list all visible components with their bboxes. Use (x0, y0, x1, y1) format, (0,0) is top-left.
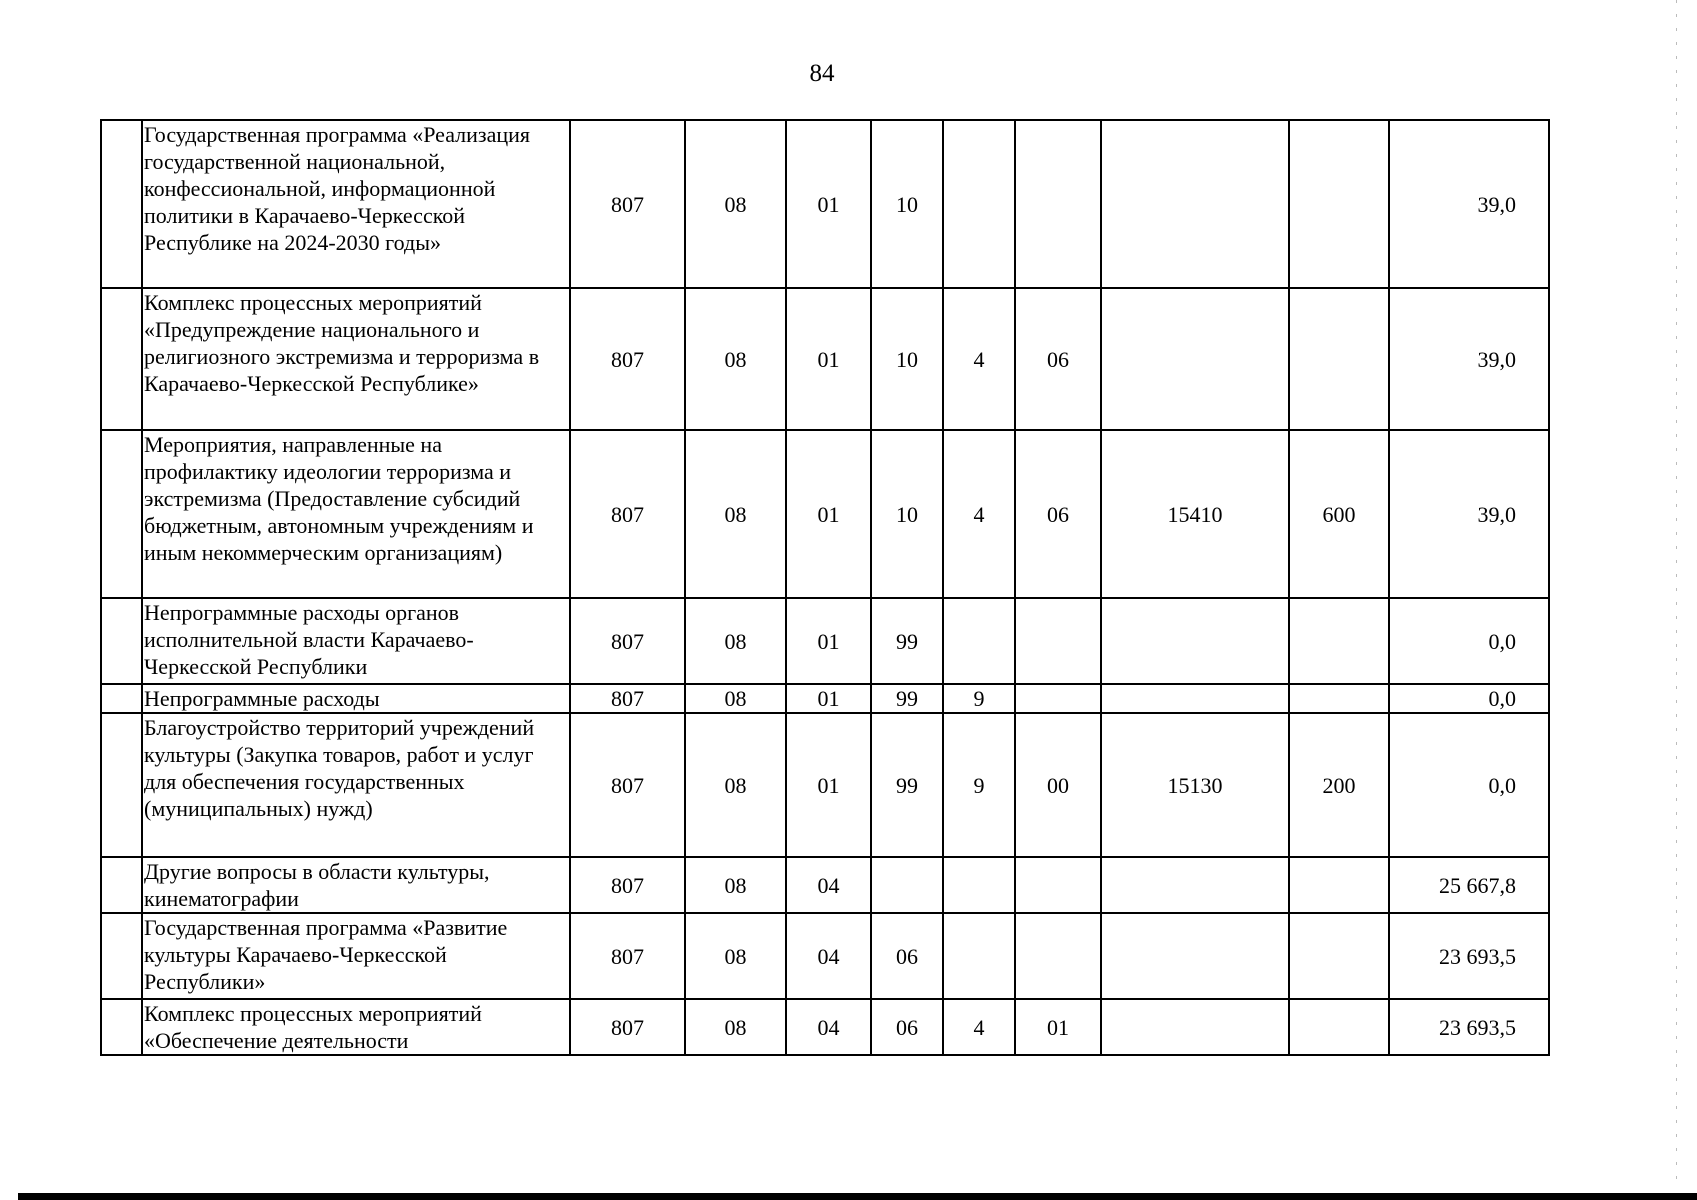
program-code-cell: 10 (871, 120, 943, 288)
ved-code-cell: 807 (570, 713, 685, 857)
sum-cell: 25 667,8 (1389, 857, 1549, 913)
row-number-cell (101, 288, 142, 430)
direction-code-cell: 15130 (1101, 713, 1289, 857)
event-code-cell (1015, 684, 1101, 713)
subprogram-code-cell: 9 (943, 684, 1015, 713)
program-code-cell: 10 (871, 430, 943, 598)
subprogram-code-cell (943, 598, 1015, 684)
row-number-cell (101, 857, 142, 913)
subsection-code-cell: 04 (786, 913, 871, 999)
subsection-code-cell: 01 (786, 713, 871, 857)
expense-type-cell (1289, 288, 1389, 430)
subprogram-code-cell: 4 (943, 430, 1015, 598)
description-cell: Непрограммные расходы органов исполнительной власти Карачаево-Черкесской Республики (142, 598, 570, 684)
description-cell: Непрограммные расходы (142, 684, 570, 713)
program-code-cell: 99 (871, 598, 943, 684)
subsection-code-cell: 01 (786, 684, 871, 713)
subprogram-code-cell (943, 913, 1015, 999)
subprogram-code-cell (943, 120, 1015, 288)
section-code-cell: 08 (685, 857, 786, 913)
ved-code-cell: 807 (570, 430, 685, 598)
section-code-cell: 08 (685, 713, 786, 857)
direction-code-cell: 15410 (1101, 430, 1289, 598)
ved-code-cell: 807 (570, 913, 685, 999)
subprogram-code-cell: 4 (943, 288, 1015, 430)
expense-type-cell (1289, 999, 1389, 1055)
section-code-cell: 08 (685, 913, 786, 999)
section-code-cell: 08 (685, 430, 786, 598)
section-code-cell: 08 (685, 999, 786, 1055)
row-number-cell (101, 120, 142, 288)
description-cell: Государственная программа «Развитие культуры Карачаево-Черкесской Республики» (142, 913, 570, 999)
description-cell: Государственная программа «Реализация государственной национальной, конфессиональной, информационной политики в Карачаево-Черкесской Республике на 2024-2030 годы» (142, 120, 570, 288)
expense-type-cell: 200 (1289, 713, 1389, 857)
event-code-cell: 00 (1015, 713, 1101, 857)
subsection-code-cell: 01 (786, 430, 871, 598)
ved-code-cell: 807 (570, 857, 685, 913)
event-code-cell: 06 (1015, 288, 1101, 430)
section-code-cell: 08 (685, 288, 786, 430)
expense-type-cell: 600 (1289, 430, 1389, 598)
direction-code-cell (1101, 288, 1289, 430)
scan-edge-line (1676, 0, 1677, 1180)
event-code-cell (1015, 857, 1101, 913)
subsection-code-cell: 01 (786, 288, 871, 430)
event-code-cell (1015, 120, 1101, 288)
program-code-cell: 06 (871, 999, 943, 1055)
subsection-code-cell: 01 (786, 120, 871, 288)
ved-code-cell: 807 (570, 684, 685, 713)
direction-code-cell (1101, 598, 1289, 684)
sum-cell: 39,0 (1389, 430, 1549, 598)
subsection-code-cell: 04 (786, 999, 871, 1055)
section-code-cell: 08 (685, 120, 786, 288)
expense-type-cell (1289, 598, 1389, 684)
direction-code-cell (1101, 120, 1289, 288)
expense-type-cell (1289, 120, 1389, 288)
ved-code-cell: 807 (570, 120, 685, 288)
subsection-code-cell: 04 (786, 857, 871, 913)
program-code-cell: 99 (871, 684, 943, 713)
ved-code-cell: 807 (570, 598, 685, 684)
table-row (101, 857, 1549, 913)
sum-cell: 0,0 (1389, 598, 1549, 684)
description-cell: Комплекс процессных мероприятий «Предупреждение национального и религиозного экстремизма и терроризма в Карачаево-Черкесской Республике» (142, 288, 570, 430)
budget-table (100, 119, 1550, 1056)
event-code-cell (1015, 598, 1101, 684)
subprogram-code-cell: 4 (943, 999, 1015, 1055)
description-cell: Другие вопросы в области культуры, кинематографии (142, 857, 570, 913)
subsection-code-cell: 01 (786, 598, 871, 684)
expense-type-cell (1289, 913, 1389, 999)
table-row (101, 999, 1549, 1055)
description-cell: Комплекс процессных мероприятий «Обеспечение деятельности (142, 999, 570, 1055)
table-row (101, 120, 1549, 288)
direction-code-cell (1101, 857, 1289, 913)
table-row (101, 598, 1549, 684)
ved-code-cell: 807 (570, 288, 685, 430)
program-code-cell: 99 (871, 713, 943, 857)
table-row (101, 430, 1549, 598)
table-row (101, 288, 1549, 430)
table-row (101, 913, 1549, 999)
row-number-cell (101, 430, 142, 598)
sum-cell: 39,0 (1389, 120, 1549, 288)
expense-type-cell (1289, 684, 1389, 713)
section-code-cell: 08 (685, 598, 786, 684)
row-number-cell (101, 913, 142, 999)
event-code-cell (1015, 913, 1101, 999)
subprogram-code-cell (943, 857, 1015, 913)
description-cell: Мероприятия, направленные на профилактику идеологии терроризма и экстремизма (Предоставление субсидий бюджетным, автономным учреждениям и иным некоммерческим организациям) (142, 430, 570, 598)
section-code-cell: 08 (685, 684, 786, 713)
page-number: 84 (809, 60, 835, 87)
row-number-cell (101, 598, 142, 684)
description-cell: Благоустройство территорий учреждений культуры (Закупка товаров, работ и услуг для обеспечения государственных (муниципальных) нужд) (142, 713, 570, 857)
table-row (101, 713, 1549, 857)
subprogram-code-cell: 9 (943, 713, 1015, 857)
program-code-cell: 10 (871, 288, 943, 430)
direction-code-cell (1101, 684, 1289, 713)
direction-code-cell (1101, 999, 1289, 1055)
sum-cell: 23 693,5 (1389, 913, 1549, 999)
table-body (101, 120, 1549, 1055)
row-number-cell (101, 999, 142, 1055)
program-code-cell: 06 (871, 913, 943, 999)
event-code-cell: 06 (1015, 430, 1101, 598)
sum-cell: 23 693,5 (1389, 999, 1549, 1055)
program-code-cell (871, 857, 943, 913)
row-number-cell (101, 684, 142, 713)
direction-code-cell (1101, 913, 1289, 999)
row-number-cell (101, 713, 142, 857)
event-code-cell: 01 (1015, 999, 1101, 1055)
bottom-bar (18, 1193, 1697, 1200)
sum-cell: 39,0 (1389, 288, 1549, 430)
sum-cell: 0,0 (1389, 684, 1549, 713)
expense-type-cell (1289, 857, 1389, 913)
ved-code-cell: 807 (570, 999, 685, 1055)
sum-cell: 0,0 (1389, 713, 1549, 857)
table-row (101, 684, 1549, 713)
